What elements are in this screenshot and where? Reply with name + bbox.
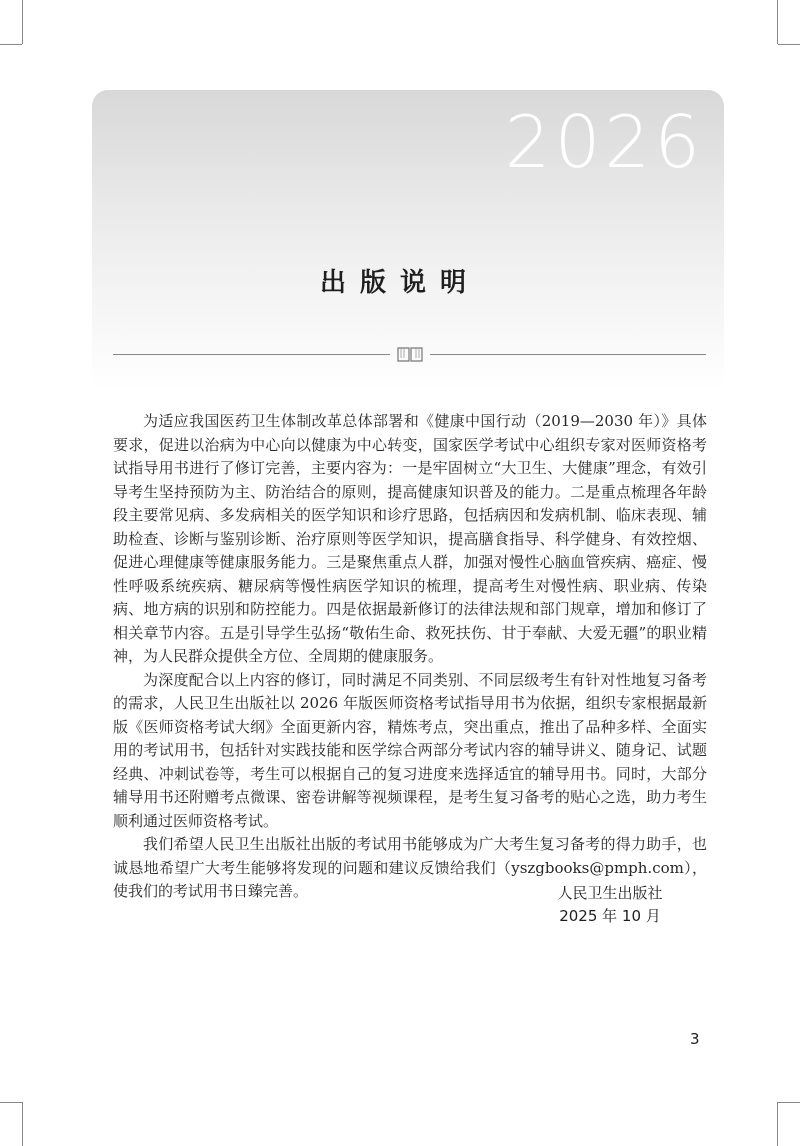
divider-left [113,354,390,355]
publish-date: 2025 年 10 月 [559,907,661,925]
crop-mark [777,1102,778,1146]
crop-mark [778,1102,800,1103]
paragraph: 我们希望人民卫生出版社出版的考试用书能够成为广大考生复习备考的得力助手，也诚恳地希望广大考生能够将发现的问题和建议反馈给我们（yszgbooks@pmph.com），使我们的考试用书日臻完善。 [113,835,707,900]
year-watermark: 2026 [504,100,704,184]
crop-mark [0,44,22,45]
open-book-icon [396,345,424,363]
publisher-name: 人民卫生出版社 [557,884,663,902]
preface-body [113,410,707,904]
crop-mark [0,1102,22,1103]
crop-mark [22,1102,23,1146]
crop-mark [778,44,800,45]
page-title: 出版说明 [319,268,480,298]
page-number: 3 [690,1030,700,1048]
crop-mark [22,0,23,44]
paragraph: 为适应我国医药卫生体制改革总体部署和《健康中国行动（2019—2030 年）》具体要求，促进以治病为中心向以健康为中心转变，国家医学考试中心组织专家对医师资格考试指导用书进行了修订完善，主要内容为：一是牢固树立“大卫生、大健康”理念，有效引导考生坚持预防为主、防治结合的原则，提高健康知识普及的能力。二是重点梳理各年龄段主要常见病、多发病相关的医学知识和诊疗思路，包括病因和发病机制、临床表现、辅助检查、诊断与鉴别诊断、治疗原则等医学知识，提高膳食指导、科学健身、有效控烟、促进心理健康等健康服务能力。三是聚焦重点人群，加强对慢性心脑血管疾病、癌症、慢性呼吸系统疾病、糖尿病等慢性病医学知识的梳理，提高考生对慢性病、职业病、传染病、地方病的识别和防控能力。四是依据最新修订的法律法规和部门规章，增加和修订了相关章节内容。五是引导学生弘扬“敬佑生命、救死扶伤、甘于奉献、大爱无疆”的职业精神，为人民群众提供全方位、全周期的健康服务。 [113,412,707,665]
paragraph: 为深度配合以上内容的修订，同时满足不同类别、不同层级考生有针对性地复习备考的需求，人民卫生出版社以 2026 年版医师资格考试指导用书为依据，组织专家根据最新版《医师资格考试大纲》全面更新内容，精炼考点，突出重点，推出了品种多样、全面实用的考试用书，包括针对实践技能和医学综合两部分考试内容的辅导讲义、随身记、试题经典、冲刺试卷等，考生可以根据自己的复习进度来选择适宜的辅导用书。同时，大部分辅导用书还附赠考点微课、密卷讲解等视频课程，是考生复习备考的贴心之选，助力考生顺利通过医师资格考试。 [113,670,707,830]
signature-block [520,882,700,928]
crop-mark [777,0,778,44]
divider-right [430,354,706,355]
